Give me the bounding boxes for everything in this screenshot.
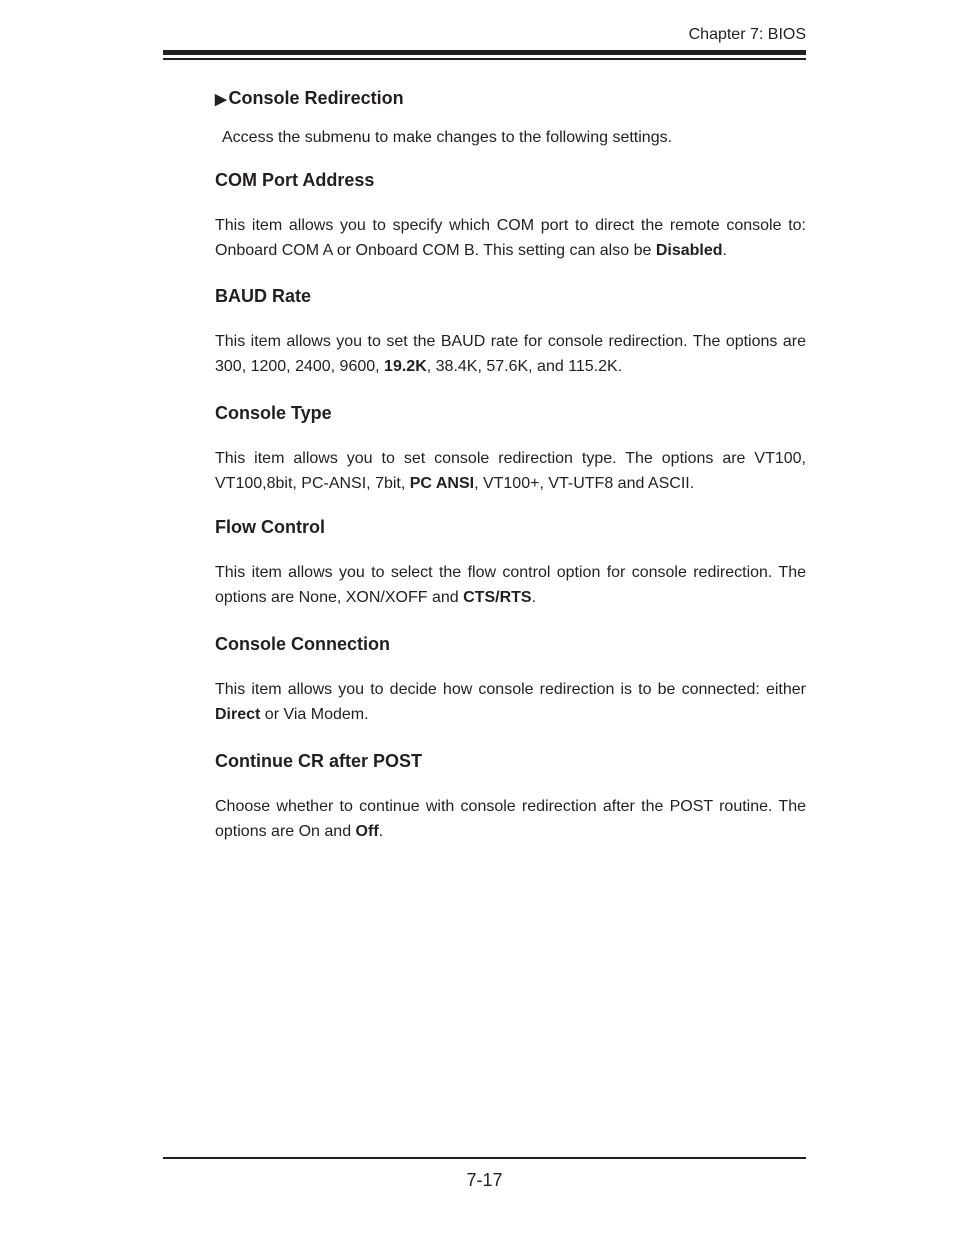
console-connection-section	[215, 633, 806, 727]
console-redirection-description: Access the submenu to make changes to the following settings.	[222, 129, 673, 146]
com-port-text-1: This item allows you to specify which COM port to direct the remote console to: Onboard COM A or Onboard COM B. This setting can also be	[215, 217, 806, 259]
console-type-text-1: This item allows you to set console redirection type. The options are VT100, VT100,8bit, PC-ANSI, 7bit,	[215, 450, 806, 492]
console-redirection-title: Console Redirection	[228, 88, 404, 108]
console-connection-heading: Console Connection	[215, 634, 390, 654]
console-redirection-heading	[215, 87, 806, 111]
com-port-heading: COM Port Address	[215, 170, 375, 190]
submenu-arrow-icon: ▶	[215, 91, 227, 108]
continue-cr-section	[215, 750, 806, 844]
console-type-default: PC ANSI	[409, 475, 475, 492]
continue-cr-description	[215, 794, 806, 844]
console-connection-text-1: This item allows you to decide how console redirection is to be connected: either	[215, 681, 806, 698]
header-rule-thick	[163, 50, 806, 55]
console-connection-description	[215, 677, 806, 727]
console-type-heading: Console Type	[215, 403, 332, 423]
continue-cr-text-1: Choose whether to continue with console redirection after the POST routine. The options are On and	[215, 798, 806, 840]
baud-rate-default: 19.2K	[384, 358, 427, 375]
com-port-default: Disabled	[655, 242, 723, 259]
chapter-header: Chapter 7: BIOS	[688, 26, 806, 43]
console-redirection-section	[215, 87, 806, 150]
console-type-text-2: , VT100+, VT-UTF8 and ASCII.	[474, 475, 695, 492]
continue-cr-default: Off	[355, 823, 379, 840]
baud-rate-section	[215, 285, 806, 379]
header-rule-thin	[163, 58, 806, 60]
footer-rule	[163, 1157, 806, 1159]
console-connection-text-2: or Via Modem.	[260, 706, 369, 723]
baud-rate-text-1: This item allows you to set the BAUD rate for console redirection. The options are 300, 1200, 2400, 9600,	[215, 333, 806, 375]
page-number: 7-17	[466, 1170, 503, 1190]
flow-control-description	[215, 560, 806, 610]
com-port-section	[215, 169, 806, 263]
console-connection-default: Direct	[215, 706, 261, 723]
flow-control-heading: Flow Control	[215, 517, 325, 537]
flow-control-section	[215, 516, 806, 610]
com-port-description	[215, 213, 806, 263]
flow-control-text-2: .	[531, 589, 537, 606]
continue-cr-heading: Continue CR after POST	[215, 751, 423, 771]
flow-control-text-1: This item allows you to select the flow control option for console redirection. The options are None, XON/XOFF and	[215, 564, 806, 606]
baud-rate-text-2: , 38.4K, 57.6K, and 115.2K.	[426, 358, 623, 375]
baud-rate-heading: BAUD Rate	[215, 286, 312, 306]
com-port-text-2: .	[722, 242, 727, 259]
baud-rate-description	[215, 329, 806, 379]
continue-cr-text-2: .	[378, 823, 384, 840]
flow-control-default: CTS/RTS	[463, 589, 532, 606]
console-type-description	[215, 446, 806, 496]
console-type-section	[215, 402, 806, 496]
